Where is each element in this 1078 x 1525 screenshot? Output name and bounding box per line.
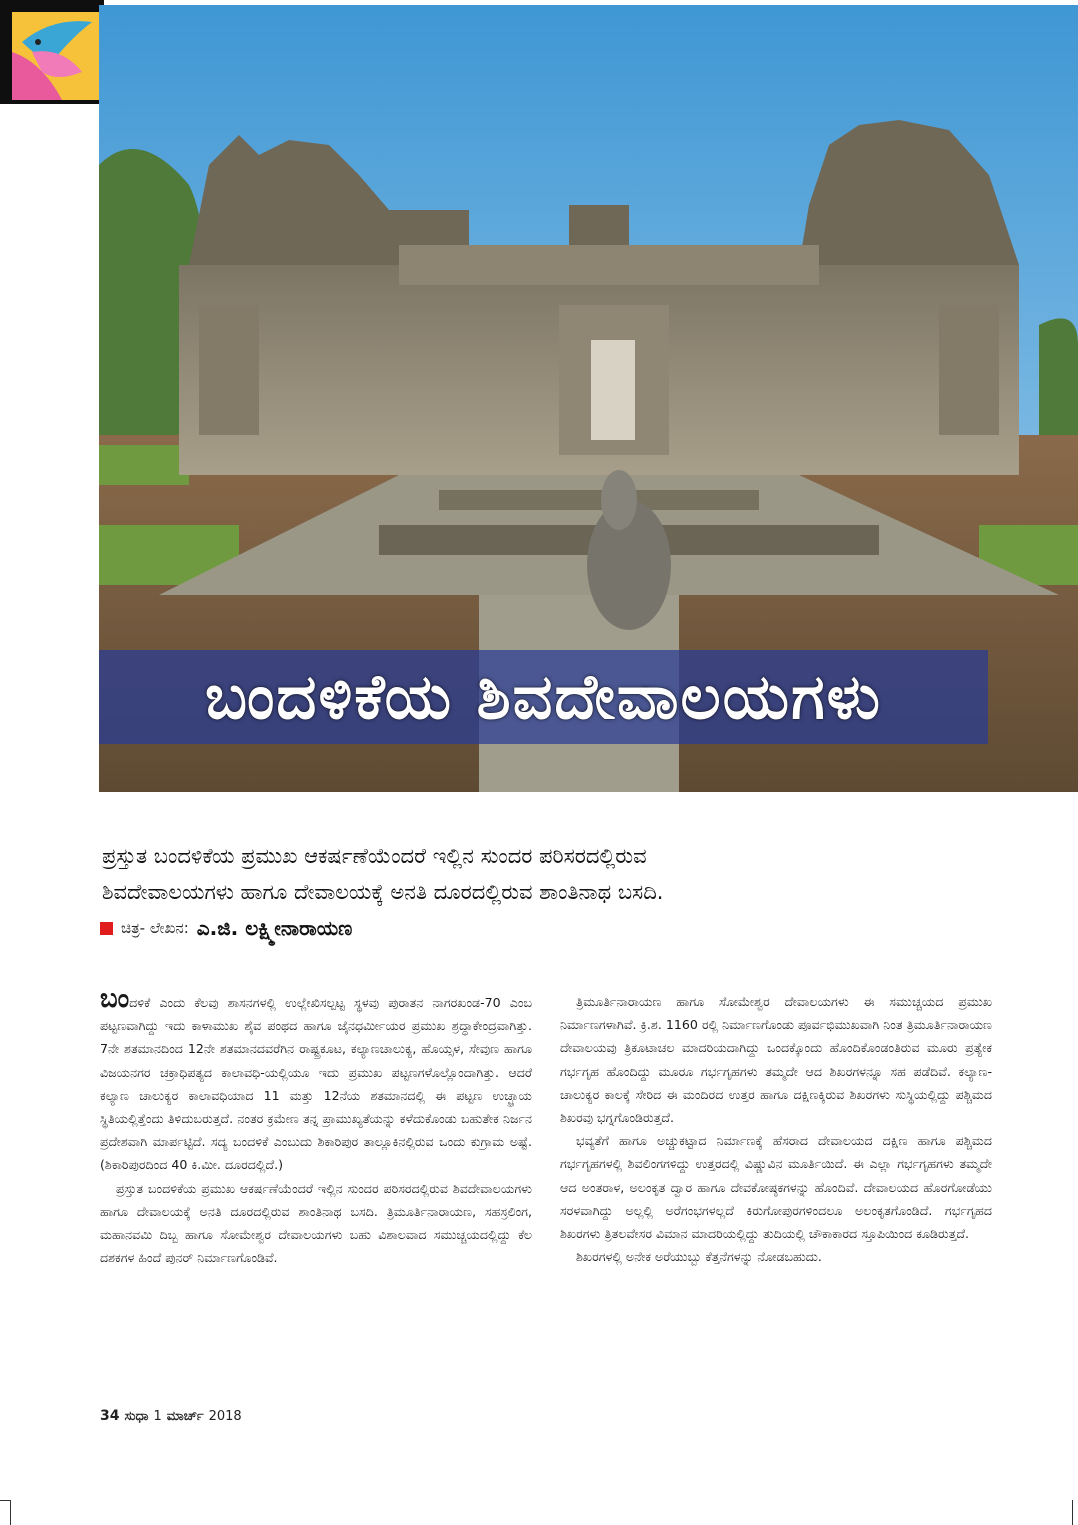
crop-mark [10,1500,11,1525]
issue-year: 2018 [208,1409,242,1424]
lede [102,838,902,910]
body-paragraph: ಭವ್ಯತೆಗೆ ಹಾಗೂ ಅಚ್ಚುಕಟ್ಟಾದ ನಿರ್ಮಾಣಕ್ಕೆ ಹೆಸರಾದ ದೇವಾಲಯದ ದಕ್ಷಿಣ ಹಾಗೂ ಪಶ್ಚಿಮದ ಗರ್ಭಗೃಹಗಳಲ್ಲಿ ಶಿವಲಿಂಗಗಳಿದ್ದು ಉತ್ತರದಲ್ಲಿ ವಿಷ್ಣುವಿನ ಮೂರ್ತಿಯಿದೆ. ಈ ಎಲ್ಲಾ ಗರ್ಭಗೃಹಗಳು ತಮ್ಮದೇ ಆದ ಅಂತರಾಳ, ಅಲಂಕೃತ ದ್ವಾರ ಹಾಗೂ ದೇವಕೋಷ್ಠಕಗಳನ್ನು ಹೊಂದಿವೆ. ದೇವಾಲಯದ ಹೊರಗೋಡೆಯು ಸರಳವಾಗಿದ್ದು ಅಲ್ಲಲ್ಲಿ ಅರೆಗಂಭಗಳಲ್ಲದೆ ಕಿರುಗೋಪುರಗಳಿಂದಲೂ ಅಲಂಕೃತಗೊಂಡಿದೆ. ಗರ್ಭಗೃಹದ ಶಿಖರಗಳು ತ್ರಿತಲವೇಸರ ವಿಮಾನ ಮಾದರಿಯಲ್ಲಿದ್ದು ತುದಿಯಲ್ಲಿ ಚೌಕಾಕಾರದ ಸ್ತೂಪಿಯಿಂದ ಕೂಡಿರುತ್ತದೆ. [560,1133,992,1242]
body-paragraph: ಪ್ರಸ್ತುತ ಬಂದಳಿಕೆಯ ಪ್ರಮುಖ ಆಕರ್ಷಣೆಯೆಂದರೆ ಇಲ್ಲಿನ ಸುಂದರ ಪರಿಸರದಲ್ಲಿರುವ ಶಿವದೇವಾಲಯಗಳು ಹಾಗೂ ದೇವಾಲಯಕ್ಕೆ ಅನತಿ ದೂರದಲ್ಲಿರುವ ಶಾಂತಿನಾಥ ಬಸದಿ. ತ್ರಿಮೂರ್ತಿನಾರಾಯಣ, ಸಹಸ್ರಲಿಂಗ, ಮಹಾನವಮಿ ದಿಬ್ಬ ಹಾಗೂ ಸೋಮೇಶ್ವರ ದೇವಾಲಯಗಳು ಬಹು ವಿಶಾಲವಾದ ಸಮುಚ್ಚಯದಲ್ಲಿದ್ದು ಕೆಲ ದಶಕಗಳ ಹಿಂದೆ ಪುನರ್ ನಿರ್ಮಾಣಗೊಂಡಿವೆ. [100,1180,532,1266]
page-number: 34 [100,1408,120,1424]
crop-mark [1072,1500,1073,1525]
byline-label: ಚಿತ್ರ- ಲೇಖನ: [121,919,189,937]
byline [100,916,352,940]
body-column-right [560,990,992,1268]
bird-logo-icon [12,12,100,100]
body-column-left [100,984,532,1269]
page-footer [100,1408,242,1424]
body-paragraph [100,984,532,1177]
body-paragraph: ಶಿಖರಗಳಲ್ಲಿ ಅನೇಕ ಅರೆಯುಬ್ಬು ಕೆತ್ತನೆಗಳನ್ನು ನೋಡಬಹುದು. [576,1249,822,1265]
lede-line-2: ಶಿವದೇವಾಲಯಗಳು ಹಾಗೂ ದೇವಾಲಯಕ್ಕೆ ಅನತಿ ದೂರದಲ್ಲಿರುವ ಶಾಂತಿನಾಥ ಬಸದಿ. [102,880,664,904]
issue-day: 1 [153,1409,162,1424]
lede-line-1: ಪ್ರಸ್ತುತ ಬಂದಳಿಕೆಯ ಪ್ರಮುಖ ಆಕರ್ಷಣೆಯೆಂದರೆ ಇಲ್ಲಿನ ಸುಂದರ ಪರಿಸರದಲ್ಲಿರುವ [102,844,647,868]
crop-mark [0,1500,10,1501]
title-band [99,650,988,744]
article-title: ಬಂದಳಿಕೆಯ ಶಿವದೇವಾಲಯಗಳು [204,660,883,733]
body-text: ದಳಿಕೆ ಎಂದು ಕೆಲವು ಶಾಸನಗಳಲ್ಲಿ ಉಲ್ಲೇಖಿಸಲ್ಪಟ್ಟ ಸ್ಥಳವು ಪುರಾತನ ನಾಗರಖಂಡ-70 ಎಂಬ ಪಟ್ಟಣವಾಗಿದ್ದು ಇದು ಕಾಳಾಮುಖ ಶೈವ ಪಂಥದ ಹಾಗೂ ಜೈನಧರ್ಮೀಯರ ಪ್ರಮುಖ ಶ್ರದ್ಧಾಕೇಂದ್ರವಾಗಿತ್ತು. 7ನೇ ಶತಮಾನದಿಂದ 12ನೇ ಶತಮಾನದವರೆಗಿನ ರಾಷ್ಟ್ರಕೂಟ, ಕಲ್ಯಾಣಚಾಲುಕ್ಯ, ಹೊಯ್ಸಳ, ಸೇವುಣ ಹಾಗೂ ವಿಜಯನಗರ ಚಕ್ರಾಧಿಪತ್ಯದ ಕಾಲಾವಧಿ-ಯಲ್ಲಿಯೂ ಇದು ಪ್ರಮುಖ ಪಟ್ಟಣಗಳೊಲ್ಲೊಂದಾಗಿತ್ತು. ಆದರೆ ಕಲ್ಯಾಣ ಚಾಲುಕ್ಯರ ಕಾಲಾವಧಿಯಾದ 11 ಮತ್ತು 12ನೆಯ ಶತಮಾನದಲ್ಲಿ ಈ ಪಟ್ಟಣ ಉಚ್ಛ್ರಾಯ ಸ್ಥಿತಿಯಲ್ಲಿತ್ತೆಂದು ತಿಳಿದುಬರುತ್ತದೆ. ನಂತರ ಕ್ರಮೇಣ ತನ್ನ ಪ್ರಾಮುಖ್ಯತೆಯನ್ನು ಕಳೆದುಕೊಂಡು ಬಹುತೇಕ ನಿರ್ಜನ ಪ್ರದೇಶವಾಗಿ ಮಾರ್ಪಟ್ಟಿದೆ. ಸದ್ಯ ಬಂದಳಿಕೆ ಎಂಬುದು ಶಿಕಾರಿಪುರ ತಾಲ್ಲೂಕಿನಲ್ಲಿರುವ ಒಂದು ಕುಗ್ರಾಮ ಅಷ್ಟೆ. (ಶಿಕಾರಿಪುರದಿಂದ 40 ಕಿ.ಮೀ. ದೂರದಲ್ಲಿದೆ.) [100,995,532,1173]
magazine-name: ಸುಧಾ [124,1409,149,1424]
red-square-icon [100,922,113,935]
author-name: ಎ.ಜಿ. ಲಕ್ಷ್ಮೀನಾರಾಯಣ [196,916,353,940]
drop-cap: ಬಂ [100,984,130,1014]
body-paragraph: ತ್ರಿಮೂರ್ತಿನಾರಾಯಣ ಹಾಗೂ ಸೋಮೇಶ್ವರ ದೇವಾಲಯಗಳು ಈ ಸಮುಚ್ಚಯದ ಪ್ರಮುಖ ನಿರ್ಮಾಣಗಳಾಗಿವೆ. ಕ್ರಿ.ಶ. 1160 ರಲ್ಲಿ ನಿರ್ಮಾಣಗೊಂಡು ಪೂರ್ವಭಿಮುಖವಾಗಿ ನಿಂತ ತ್ರಿಮೂರ್ತಿನಾರಾಯಣ ದೇವಾಲಯವು ತ್ರಿಕೂಟಾಚಲ ಮಾದರಿಯದಾಗಿದ್ದು ಒಂದಕ್ಕೊಂದು ಹೊಂದಿಕೊಂಡಂತಿರುವ ಮೂರು ಪ್ರತ್ಯೇಕ ಗರ್ಭಗೃಹ ಹೊಂದಿದ್ದು ಮೂರೂ ಗರ್ಭಗೃಹಗಳು ತಮ್ಮದೇ ಆದ ಶಿಖರಗಳನ್ನೂ ಸಹ ಪಡೆದಿವೆ. ಕಲ್ಯಾಣ-ಚಾಲುಕ್ಯರ ಕಾಲಕ್ಕೆ ಸೇರಿದ ಈ ಮಂದಿರದ ಉತ್ತರ ಹಾಗೂ ದಕ್ಷಿಣಕ್ಕಿರುವ ಶಿಖರಗಳು ಸುಸ್ಥಿಯಲ್ಲಿದ್ದು ಪಶ್ಚಿಮದ ಶಿಖರವು ಭಗ್ನಗೊಂಡಿರುತ್ತದೆ. [560,994,992,1126]
issue-month: ಮಾರ್ಚ್ [166,1409,204,1424]
